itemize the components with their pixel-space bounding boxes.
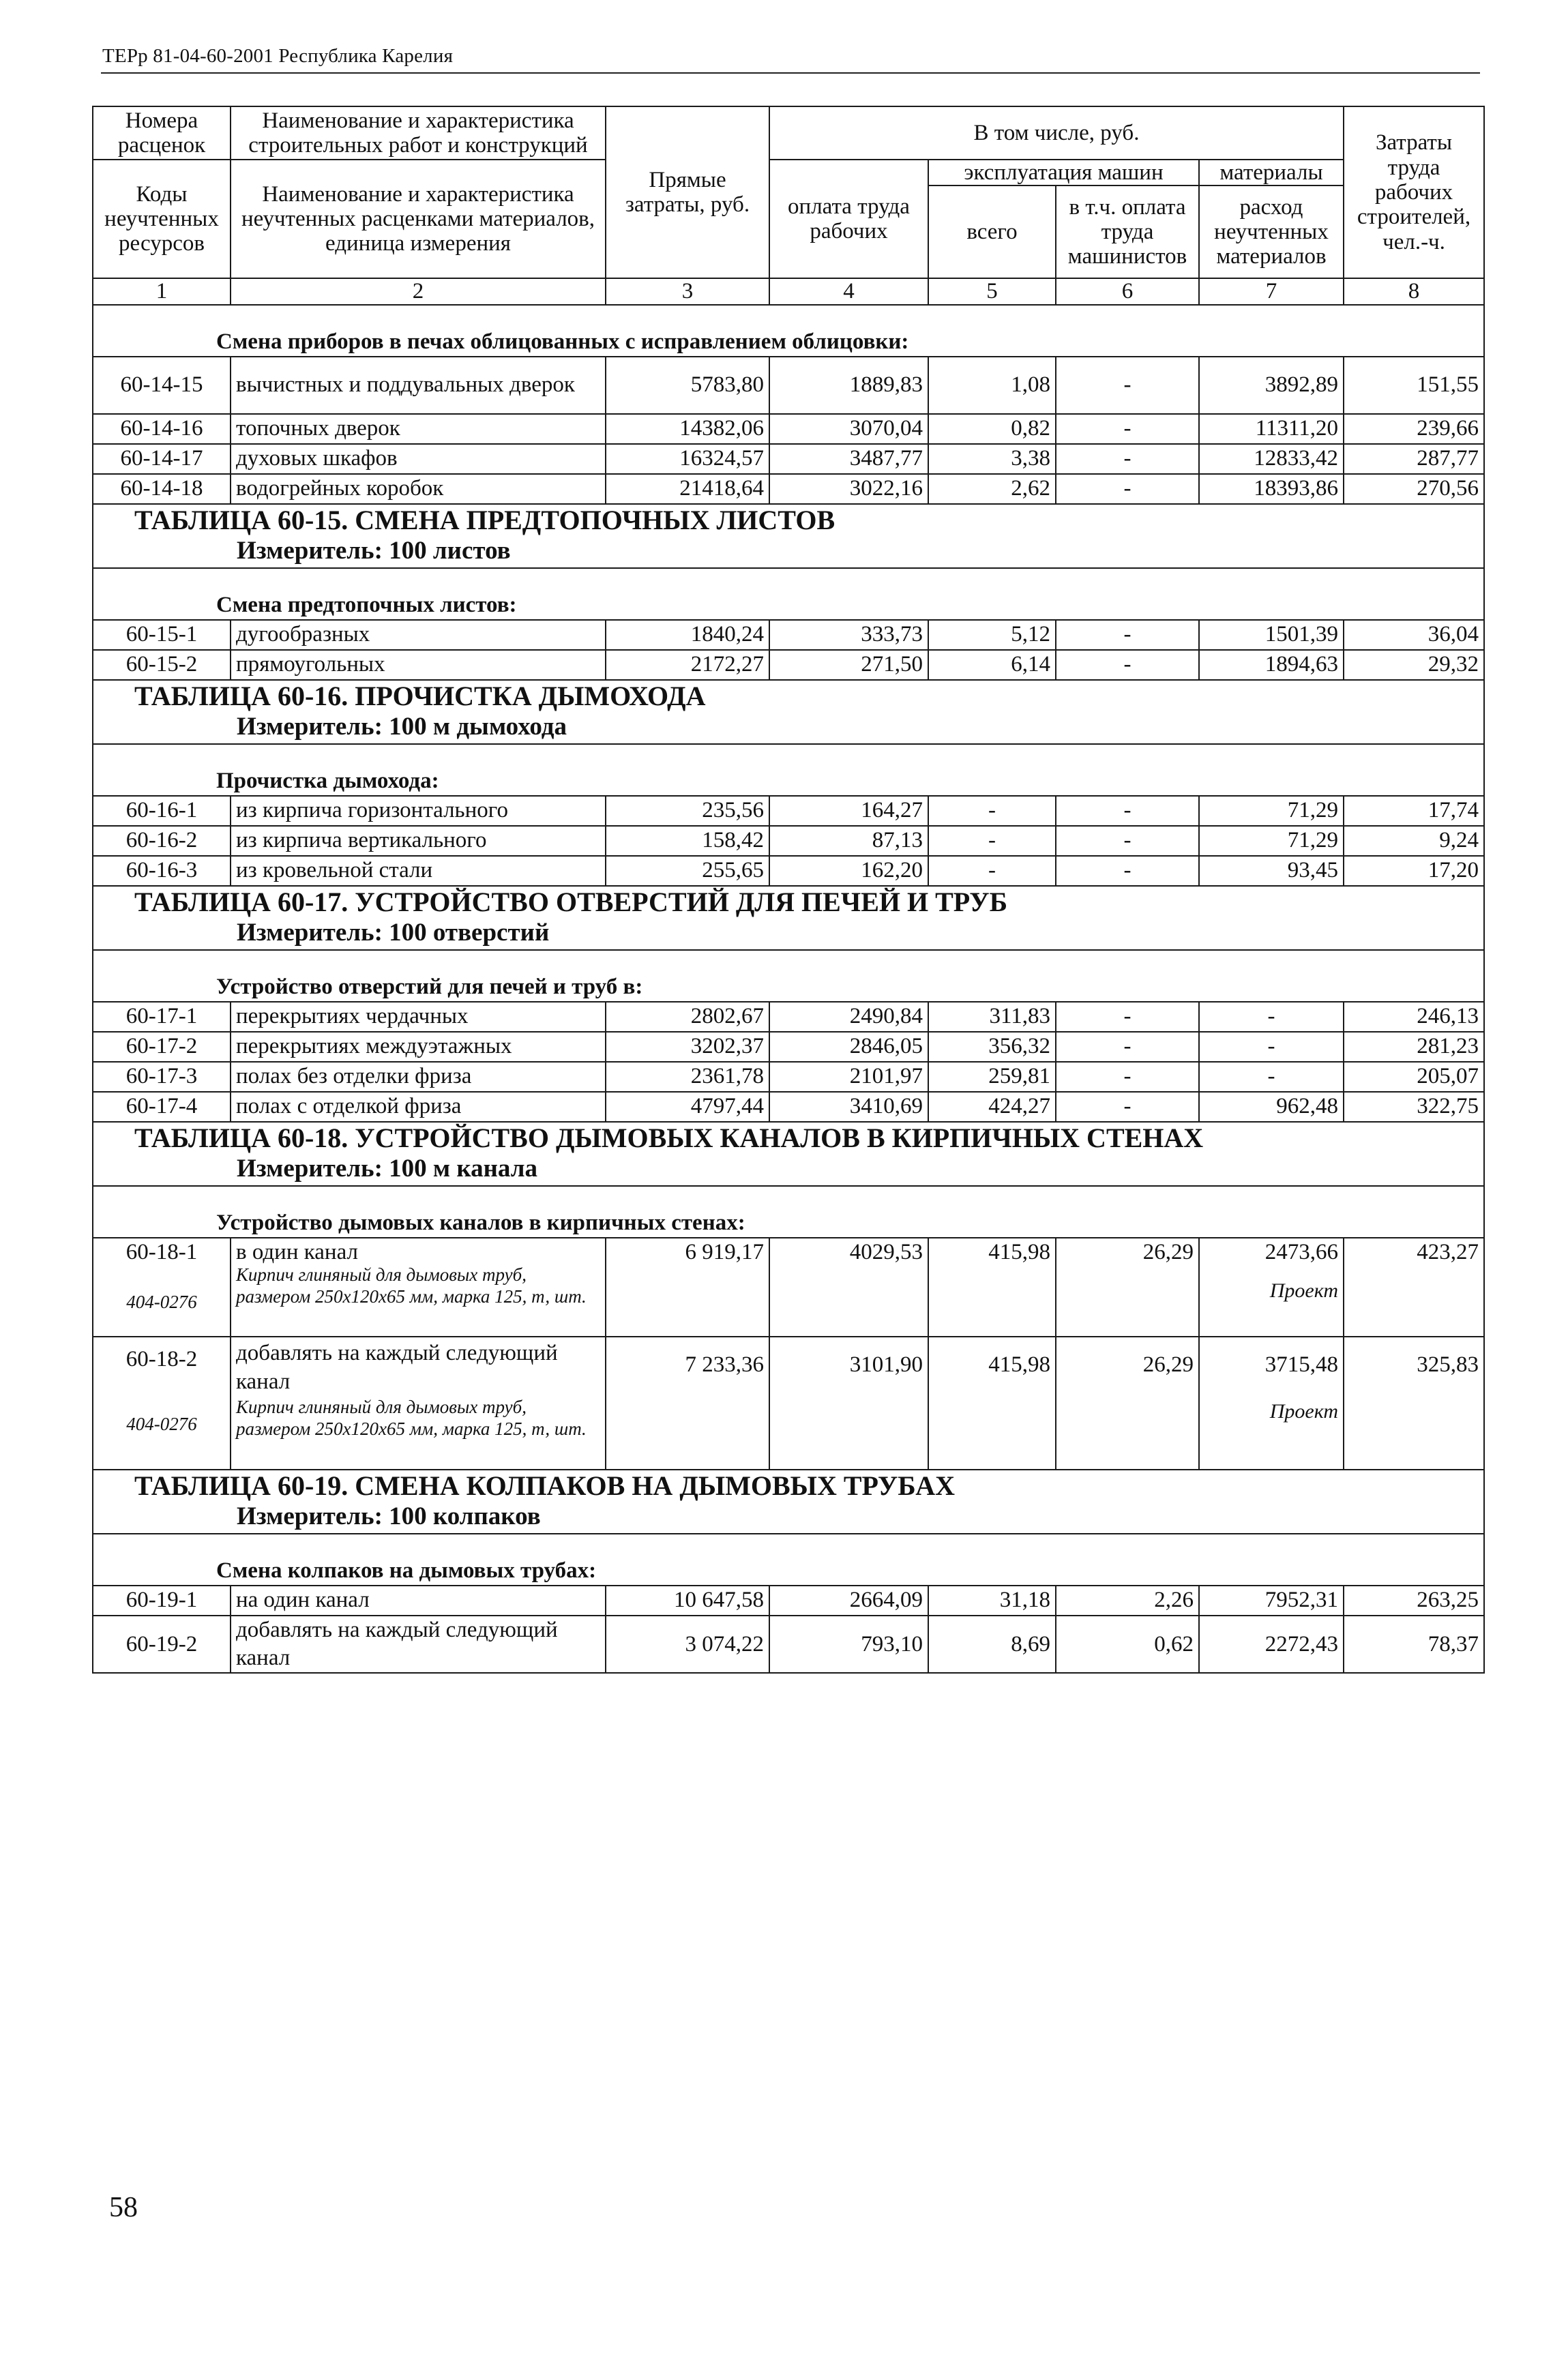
table-row (93, 826, 1484, 856)
group-heading: Смена приборов в печах облицованных с исправлением облицовки: (93, 329, 1484, 357)
rate-code-cell (93, 1337, 231, 1470)
rate-code: 60-17-3 (93, 1062, 231, 1092)
direct-cost: 10 647,58 (606, 1586, 769, 1616)
table-title: ТАБЛИЦА 60-15. СМЕНА ПРЕДТОПОЧНЫХ ЛИСТОВ (93, 504, 1484, 536)
direct-cost: 1840,24 (606, 620, 769, 650)
table-row (93, 357, 1484, 414)
table-row (93, 650, 1484, 680)
labor-hours: 263,25 (1344, 1586, 1484, 1616)
material-cost: 71,29 (1199, 796, 1344, 826)
table-row (93, 444, 1484, 474)
col-naim-mat: Наименование и характеристика неучтенных расценками материалов, единица измерения (231, 160, 606, 278)
work-name: топочных дверок (231, 414, 606, 444)
machinist-cost: - (1056, 474, 1199, 504)
work-name-cell (231, 1238, 606, 1337)
rates-table (92, 106, 1485, 1674)
table-row (93, 1032, 1484, 1062)
rate-code: 60-15-2 (93, 650, 231, 680)
direct-cost: 255,65 (606, 856, 769, 886)
machine-cost: - (928, 826, 1056, 856)
rate-code: 60-17-2 (93, 1032, 231, 1062)
direct-cost: 3 074,22 (606, 1616, 769, 1674)
material-cost: 2272,43 (1199, 1616, 1344, 1674)
machine-cost: 415,98 (928, 1238, 1056, 1337)
labor-cost: 3410,69 (769, 1092, 928, 1122)
labor-hours: 246,13 (1344, 1002, 1484, 1032)
rate-code: 60-14-15 (93, 357, 231, 414)
direct-cost: 235,56 (606, 796, 769, 826)
rate-code: 60-19-1 (93, 1586, 231, 1616)
labor-hours: 325,83 (1344, 1337, 1484, 1470)
labor-cost: 2490,84 (769, 1002, 928, 1032)
material-cost: 962,48 (1199, 1092, 1344, 1122)
machinist-cost: - (1056, 1092, 1199, 1122)
labor-hours: 205,07 (1344, 1062, 1484, 1092)
direct-cost: 5783,80 (606, 357, 769, 414)
work-name: дугообразных (231, 620, 606, 650)
table-row (93, 1586, 1484, 1616)
colnum-7: 7 (1199, 278, 1344, 304)
machine-cost: 31,18 (928, 1586, 1056, 1616)
work-name: в один канал (236, 1239, 358, 1264)
labor-hours: 36,04 (1344, 620, 1484, 650)
material-cost: 7952,31 (1199, 1586, 1344, 1616)
table-title: ТАБЛИЦА 60-18. УСТРОЙСТВО ДЫМОВЫХ КАНАЛОВ В КИРПИЧНЫХ СТЕНАХ (93, 1122, 1484, 1154)
col-kody: Коды неучтенных ресурсов (93, 160, 231, 278)
machinist-cost: - (1056, 1062, 1199, 1092)
table-row (93, 856, 1484, 886)
machinist-cost: - (1056, 620, 1199, 650)
material-cost: - (1199, 1062, 1344, 1092)
table-row (93, 1616, 1484, 1674)
colnum-3: 3 (606, 278, 769, 304)
col-zatraty: Затраты труда рабочих строителей, чел.-ч. (1344, 106, 1484, 278)
material-cost: 12833,42 (1199, 444, 1344, 474)
labor-cost: 2846,05 (769, 1032, 928, 1062)
direct-cost: 4797,44 (606, 1092, 769, 1122)
table-meter: Измеритель: 100 м канала (93, 1154, 1484, 1186)
rate-code: 60-16-1 (93, 796, 231, 826)
rate-code: 60-17-1 (93, 1002, 231, 1032)
material-cost: - (1199, 1032, 1344, 1062)
machinist-cost: 26,29 (1056, 1337, 1199, 1470)
machinist-cost: - (1056, 1002, 1199, 1032)
work-name: добавлять на каждый следующий канал (231, 1616, 606, 1674)
labor-cost: 162,20 (769, 856, 928, 886)
direct-cost: 2361,78 (606, 1062, 769, 1092)
spacer (93, 568, 1484, 592)
labor-hours: 78,37 (1344, 1616, 1484, 1674)
col-vtch: в т.ч. оплата труда машинистов (1056, 185, 1199, 278)
material-cost: 1894,63 (1199, 650, 1344, 680)
machine-cost: - (928, 796, 1056, 826)
labor-hours: 17,74 (1344, 796, 1484, 826)
rate-code: 60-17-4 (93, 1092, 231, 1122)
work-name: перекрытиях междуэтажных (231, 1032, 606, 1062)
resource-value: Проект (1269, 1279, 1339, 1302)
labor-hours: 151,55 (1344, 357, 1484, 414)
header-rule (101, 72, 1480, 74)
labor-cost: 1889,83 (769, 357, 928, 414)
labor-cost: 3487,77 (769, 444, 928, 474)
labor-cost: 164,27 (769, 796, 928, 826)
machinist-cost: - (1056, 796, 1199, 826)
spacer (93, 1186, 1484, 1210)
group-heading: Устройство отверстий для печей и труб в: (93, 974, 1484, 1002)
work-name: вычистных и поддувальных дверок (231, 357, 606, 414)
table-row (93, 1002, 1484, 1032)
col-ekspl: эксплуатация машин (928, 160, 1199, 185)
material-cost: 2473,66 (1264, 1239, 1339, 1264)
material-cost: 18393,86 (1199, 474, 1344, 504)
table-meter: Измеритель: 100 отверстий (93, 918, 1484, 950)
resource-name: Кирпич глиняный для дымовых труб, размером 250х120х65 мм, марка 125, т, шт. (236, 1264, 587, 1307)
group-heading: Смена предтопочных листов: (93, 592, 1484, 620)
colnum-4: 4 (769, 278, 928, 304)
machinist-cost: - (1056, 357, 1199, 414)
direct-cost: 3202,37 (606, 1032, 769, 1062)
material-cost: 93,45 (1199, 856, 1344, 886)
labor-hours: 270,56 (1344, 474, 1484, 504)
resource-name: Кирпич глиняный для дымовых труб, размером 250х120х65 мм, марка 125, т, шт. (236, 1397, 587, 1440)
direct-cost: 7 233,36 (606, 1337, 769, 1470)
work-name: из кровельной стали (231, 856, 606, 886)
colnum-5: 5 (928, 278, 1056, 304)
labor-cost: 87,13 (769, 826, 928, 856)
col-rashod: расход неучтенных материалов (1199, 185, 1344, 278)
direct-cost: 158,42 (606, 826, 769, 856)
rate-code: 60-19-2 (93, 1616, 231, 1674)
machinist-cost: - (1056, 1032, 1199, 1062)
rate-code-cell (93, 1238, 231, 1337)
material-cost: 1501,39 (1199, 620, 1344, 650)
resource-code: 404-0276 (126, 1291, 197, 1312)
material-cost: 11311,20 (1199, 414, 1344, 444)
table-title: ТАБЛИЦА 60-17. УСТРОЙСТВО ОТВЕРСТИЙ ДЛЯ ПЕЧЕЙ И ТРУБ (93, 886, 1484, 918)
work-name: водогрейных коробок (231, 474, 606, 504)
material-cost: - (1199, 1002, 1344, 1032)
spacer (93, 744, 1484, 768)
col-pryamye: Прямые затраты, руб. (606, 106, 769, 278)
machine-cost: 6,14 (928, 650, 1056, 680)
rate-code: 60-15-1 (93, 620, 231, 650)
col-naim: Наименование и характеристика строительных работ и конструкций (231, 106, 606, 160)
table-row (93, 1238, 1484, 1337)
machine-cost: 2,62 (928, 474, 1056, 504)
labor-cost: 271,50 (769, 650, 928, 680)
page-number: 58 (109, 2192, 138, 2223)
rate-code: 60-18-2 (125, 1346, 198, 1371)
work-name: прямоугольных (231, 650, 606, 680)
rate-code: 60-14-18 (93, 474, 231, 504)
table-row (93, 796, 1484, 826)
labor-hours: 423,27 (1344, 1238, 1484, 1337)
table-meter: Измеритель: 100 колпаков (93, 1502, 1484, 1534)
table-title: ТАБЛИЦА 60-16. ПРОЧИСТКА ДЫМОХОДА (93, 680, 1484, 712)
machinist-cost: - (1056, 414, 1199, 444)
group-heading: Устройство дымовых каналов в кирпичных стенах: (93, 1210, 1484, 1238)
table-row (93, 620, 1484, 650)
direct-cost: 14382,06 (606, 414, 769, 444)
work-name-cell (231, 1337, 606, 1470)
work-name: полах без отделки фриза (231, 1062, 606, 1092)
direct-cost: 2802,67 (606, 1002, 769, 1032)
running-head: ТЕРр 81-04-60-2001 Республика Карелия (102, 45, 454, 67)
rate-code: 60-16-2 (93, 826, 231, 856)
labor-cost: 793,10 (769, 1616, 928, 1674)
col-v-tom-chisle: В том числе, руб. (769, 106, 1344, 160)
direct-cost: 16324,57 (606, 444, 769, 474)
table-row (93, 1092, 1484, 1122)
machinist-cost: 26,29 (1056, 1238, 1199, 1337)
colnum-8: 8 (1344, 278, 1484, 304)
work-name: перекрытиях чердачных (231, 1002, 606, 1032)
labor-hours: 281,23 (1344, 1032, 1484, 1062)
labor-hours: 239,66 (1344, 414, 1484, 444)
colnum-2: 2 (231, 278, 606, 304)
labor-cost: 3101,90 (769, 1337, 928, 1470)
work-name: из кирпича вертикального (231, 826, 606, 856)
machine-cost: 1,08 (928, 357, 1056, 414)
machinist-cost: - (1056, 826, 1199, 856)
labor-cost: 3022,16 (769, 474, 928, 504)
labor-cost: 4029,53 (769, 1238, 928, 1337)
machine-cost: 0,82 (928, 414, 1056, 444)
machine-cost: 424,27 (928, 1092, 1056, 1122)
material-cost: 71,29 (1199, 826, 1344, 856)
machinist-cost: - (1056, 650, 1199, 680)
colnum-6: 6 (1056, 278, 1199, 304)
machine-cost: 5,12 (928, 620, 1056, 650)
col-vsego: всего (928, 185, 1056, 278)
labor-cost: 3070,04 (769, 414, 928, 444)
work-name: на один канал (231, 1586, 606, 1616)
table-row (93, 414, 1484, 444)
labor-cost: 333,73 (769, 620, 928, 650)
colnum-1: 1 (93, 278, 231, 304)
group-heading: Прочистка дымохода: (93, 768, 1484, 796)
machine-cost: 259,81 (928, 1062, 1056, 1092)
rate-code: 60-14-16 (93, 414, 231, 444)
rate-code: 60-14-17 (93, 444, 231, 474)
table-row (93, 1062, 1484, 1092)
table-row (93, 1337, 1484, 1470)
material-cell (1199, 1238, 1344, 1337)
labor-hours: 17,20 (1344, 856, 1484, 886)
table-title: ТАБЛИЦА 60-19. СМЕНА КОЛПАКОВ НА ДЫМОВЫХ ТРУБАХ (93, 1470, 1484, 1502)
work-name: полах с отделкой фриза (231, 1092, 606, 1122)
machine-cost: 311,83 (928, 1002, 1056, 1032)
rate-code: 60-18-1 (125, 1239, 198, 1264)
machine-cost: 8,69 (928, 1616, 1056, 1674)
resource-value: Проект (1269, 1399, 1339, 1423)
labor-hours: 322,75 (1344, 1092, 1484, 1122)
labor-hours: 9,24 (1344, 826, 1484, 856)
machine-cost: 3,38 (928, 444, 1056, 474)
spacer (93, 1534, 1484, 1558)
col-materialy: материалы (1199, 160, 1344, 185)
spacer (93, 305, 1484, 329)
rate-code: 60-16-3 (93, 856, 231, 886)
labor-hours: 287,77 (1344, 444, 1484, 474)
group-heading: Смена колпаков на дымовых трубах: (93, 1558, 1484, 1586)
col-nomera: Номера расценок (93, 106, 231, 160)
machinist-cost: - (1056, 444, 1199, 474)
machinist-cost: 0,62 (1056, 1616, 1199, 1674)
direct-cost: 2172,27 (606, 650, 769, 680)
labor-hours: 29,32 (1344, 650, 1484, 680)
direct-cost: 21418,64 (606, 474, 769, 504)
table-meter: Измеритель: 100 листов (93, 536, 1484, 568)
machinist-cost: - (1056, 856, 1199, 886)
material-cost: 3892,89 (1199, 357, 1344, 414)
work-name: добавлять на каждый следующий канал (236, 1340, 558, 1395)
machine-cost: 415,98 (928, 1337, 1056, 1470)
table-row (93, 474, 1484, 504)
labor-cost: 2101,97 (769, 1062, 928, 1092)
spacer (93, 950, 1484, 974)
direct-cost: 6 919,17 (606, 1238, 769, 1337)
col-oplata: оплата труда рабочих (769, 160, 928, 278)
machinist-cost: 2,26 (1056, 1586, 1199, 1616)
material-cell (1199, 1337, 1344, 1470)
machine-cost: 356,32 (928, 1032, 1056, 1062)
machine-cost: - (928, 856, 1056, 886)
material-cost: 3715,48 (1264, 1352, 1339, 1377)
resource-code: 404-0276 (126, 1413, 197, 1434)
work-name: из кирпича горизонтального (231, 796, 606, 826)
work-name: духовых шкафов (231, 444, 606, 474)
table-meter: Измеритель: 100 м дымохода (93, 712, 1484, 744)
labor-cost: 2664,09 (769, 1586, 928, 1616)
